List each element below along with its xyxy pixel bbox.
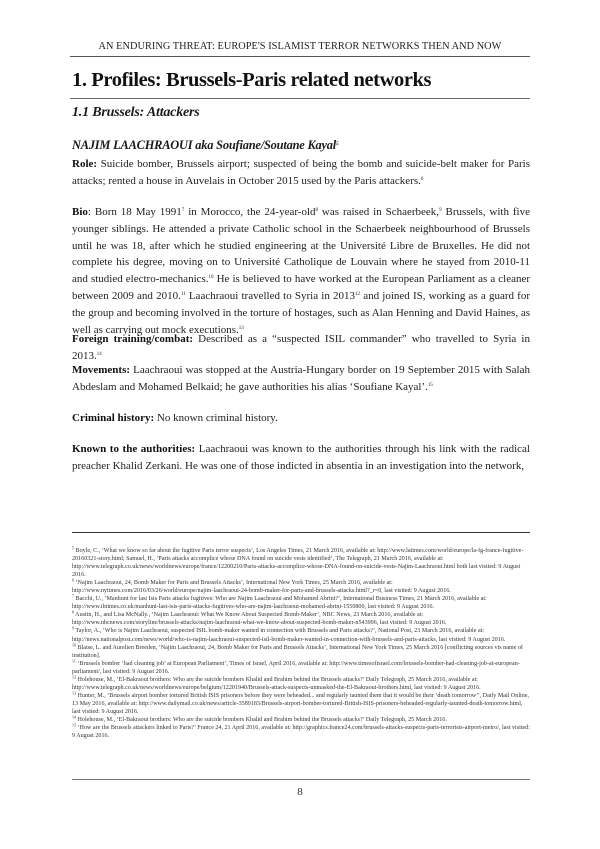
known-to-authorities-label: Known to the authorities: <box>72 443 196 455</box>
footnote-number: 8 <box>72 609 74 615</box>
footnote-ref[interactable]: 13 <box>238 325 244 331</box>
footnote-ref[interactable]: 8 <box>315 208 319 213</box>
role-paragraph <box>72 156 530 190</box>
footnote-ref[interactable]: 11 <box>180 291 186 297</box>
footnote-ref[interactable]: 7 <box>181 208 185 213</box>
footnote <box>72 595 530 611</box>
bio-text: was raised in Schaerbeek, <box>318 206 440 218</box>
footnote-text: Bacchi, U., ‘Manhunt for last Isis Paris attacks fugitives: Who are Najim Laachraoui and Mohamed Abrini?’, International Business Times, 21 March 2016, available at: http://www.ibtimes.co.uk/manhunt-last-isis-paris-attacks-fugitives-who-are-najim-laachraoui-mohamed-abrini-1550800, last visited: 9 August 2016. <box>72 596 487 611</box>
role-text: Suicide bomber, Brussels airport; suspected of being the bomb and suicide-belt maker for Paris attacks; rented a house in Auvelais in October 2015 used by the Paris attackers. <box>72 158 530 187</box>
footnote-ref[interactable]: 12 <box>355 291 361 297</box>
footnote-text: ‘Brussels bomber ‘had cleaning job’ at European Parliament’, Times of Israel, April 2016, available at: http://www.timesofisrael.com/brussels-bomber-had-cleaning-job-at-european-parliament/, last visited: 9 August 2016. <box>72 660 520 675</box>
footnote-number: 12 <box>72 674 76 680</box>
criminal-history-paragraph <box>72 410 530 427</box>
role-label: Role: <box>72 158 98 170</box>
footnote-number: 11 <box>72 658 76 664</box>
footnote-number: 7 <box>72 593 74 599</box>
profile-name <box>72 138 338 153</box>
movements-paragraph <box>72 362 530 396</box>
footnote-ref[interactable]: 6 <box>420 176 424 182</box>
footnote-number: 6 <box>72 577 74 583</box>
profile-name-text: NAJIM LAACHRAOUI aka Soufiane/Soutane Kayal <box>72 138 337 152</box>
footnote <box>72 692 530 716</box>
footnote-separator <box>72 532 530 533</box>
footnote <box>72 716 530 724</box>
criminal-history-text: No known criminal history. <box>154 412 278 424</box>
bio-text: He is believed to have worked at the European Parliament as a cleaner between 2009 and 2010. <box>72 273 531 302</box>
bio-text: : Born 18 May 1991 <box>87 206 182 218</box>
footer-rule <box>72 779 530 780</box>
footnote <box>72 676 530 692</box>
chapter-rule <box>70 98 530 99</box>
footnote <box>72 660 530 676</box>
footnote <box>72 627 530 643</box>
section-title: 1.1 Brussels: Attackers <box>72 105 200 120</box>
footnote-ref[interactable]: 5 <box>336 142 339 147</box>
footnotes <box>72 547 530 740</box>
footnote-ref[interactable]: 10 <box>208 275 214 281</box>
footnote-number: 13 <box>72 690 76 696</box>
footnote-number: 9 <box>72 625 74 631</box>
footnote-ref[interactable]: 15 <box>427 382 433 388</box>
running-header: AN ENDURING THREAT: EUROPE'S ISLAMIST TERROR NETWORKS THEN AND NOW <box>98 41 502 52</box>
footnote-number: 15 <box>72 722 76 728</box>
footnote-text: ‘How are the Brussels attackers linked to Paris?’ France 24, 21 April 2016, available at: http://graphics.france24.com/brussels-attacks-suspects-paris-terrorists-airport-metro/, last visited: 9 August 2016. <box>72 725 530 740</box>
bio-paragraph <box>72 204 530 338</box>
page-number: 8 <box>297 786 303 798</box>
footnote-text: Hunter, M., ‘Brussels airport bomber tortured British ISIS prisoners before they were beheaded... and regularly taunted them that it would be their ‘death tomorrow’’, Daily Mail Online, 13 May 2016, available at: http://www.dailymail.co.uk/news/article-3589183/Brussels-airport-bomber-tortured-British-ISIS-prisoners-beheaded-regularly-taunted-death-tomorrow.html, last visited: 9 August 2016. <box>72 692 529 715</box>
footnote <box>72 644 530 660</box>
footnote-text: ‘Najim Laachraoui, 24, Bomb Maker for Paris and Brussels Attacks’, International New York Times, 25 March 2016, available at: http://www.nytimes.com/2016/03/26/world/europe/najim-laachraoui-24-bomb-maker-for-paris-and-brussels-attacks.html?_r=0, last visited: 9 August 2016. <box>72 580 451 595</box>
chapter-title: 1. Profiles: Brussels-Paris related networks <box>72 69 432 91</box>
bio-text: Laachraoui travelled to Syria in 2013 <box>185 289 356 302</box>
footnote-number: 5 <box>72 545 74 551</box>
foreign-training-text: Described as a “suspected ISIL commander” who travelled to Syria in 2013. <box>72 333 530 362</box>
footnote-text: Boyle, C., ‘What we know so far about the fugitive Paris terror suspects’, Los Angeles Times, 21 March 2016, available at: http://www.latimes.com/world/europe/la-fg-france-fugitive-20160321-story.html; Samuel, H., ‘Paris attacks accomplice whose DNA found on suicide vests identified’, The Telegraph, 21 March 2016, available at: http://www.telegraph.co.uk/news/worldnews/europe/france/12200210/Paris-attacks-accomplice-whose-DNA-found-on-suicide-vests-Najim-Laachraoui.html both last visited: 9 August 2016. <box>72 548 524 579</box>
criminal-history-label: Criminal history: <box>72 412 155 424</box>
footnote <box>72 579 530 595</box>
bio-text: in Morocco, the 24-year-old <box>184 206 316 218</box>
movements-label: Movements: <box>72 364 131 376</box>
footnote-text: Holehouse, M., ‘El-Bakraoui brothers: Who are the suicide bombers Khalid and Brahim behind the Brussels attacks?’ Daily Telegraph, 25 March 2016, available at: http://www.telegraph.co.uk/news/worldnews/europe/belgium/12201940/Brussels-attack-suspects-unmasked-the-El-Bakraoui-brothers.html, last visited: 9 August 2016. <box>72 676 481 691</box>
foreign-training-paragraph <box>72 331 530 365</box>
footnote <box>72 611 530 627</box>
footnote-text: Holehouse, M., ‘El-Bakraoui brothers: Who are the suicide bombers Khalid and Brahim behind the Brussels attacks?’ Daily Telegraph, 25 March 2016. <box>76 716 447 723</box>
footnote-number: 14 <box>72 714 76 720</box>
header-rule <box>70 56 530 57</box>
movements-text: Laachraoui was stopped at the Austria-Hungary border on 19 September 2015 with Salah Abdeslam and Mohamed Belkaid; he gave authorities his alias ‘Soufiane Kayal’. <box>72 364 530 393</box>
footnote-text: Blaise, L. and Aurelien Breeden, ‘Najim Laachraoui, 24, Bomb Maker for Paris and Brussels Attacks’, International New York Times, 25 March 2016 [conflicting sources vis name of institution]. <box>72 644 523 659</box>
bio-text: Brussels, with five younger siblings. He attended a private Catholic school in the Schaerbeek neighbourhood of Brussels until he was 18, after which he studied engineering at the Université Libre de Bruxelles. He did not complete his degree, moving on to Université Catholique de Louvain where he stayed from 2010-11 and studied electro-mechanics. <box>72 206 530 286</box>
known-to-authorities-paragraph <box>72 441 530 475</box>
footnote <box>72 547 530 579</box>
foreign-training-label: Foreign training/combat: <box>72 333 194 345</box>
bio-label: Bio <box>72 206 88 218</box>
footnote-ref[interactable]: 9 <box>439 208 442 213</box>
footnote <box>72 724 530 740</box>
footnote-number: 10 <box>72 642 76 648</box>
known-to-authorities-text: Laachraoui was known to the authorities through his link with the radical preacher Khalid Zerkani. He was one of those indicted in absentia in an investigation into the network, <box>72 443 530 472</box>
bio-text: and joined IS, working as a guard for the group and becoming involved in the torture of hostages, such as Alan Henning and David Haines, as well as carrying out mock executions. <box>72 289 530 336</box>
footnote-text: Austin, H., and Lisa McNally., ‘Najim Laachraoui: What We Know About Suspected Bomb-Maker’, NBC News, 23 March 2016, available at: http://www.nbcnews.com/storyline/brussels-attacks/najim-laachraoui-what-we-know-about-suspected-bomb-maker-n543996, last visited: 9 August 2016. <box>72 612 447 627</box>
footnote-text: Taylor, A., ‘Who is Najim Laachraoui, suspected ISIL bomb-maker wanted in connection with Brussels and Paris attacks?’, National Post, 23 March 2016, available at: http://news.nationalpost.com/news/world/who-is-najim-laachraoui-suspected-isil-bomb-maker-wanted-in-connection-with-brussels-and-paris-attacks, last visited: 9 August 2016. <box>72 628 506 643</box>
footnote-ref[interactable]: 14 <box>96 351 102 357</box>
